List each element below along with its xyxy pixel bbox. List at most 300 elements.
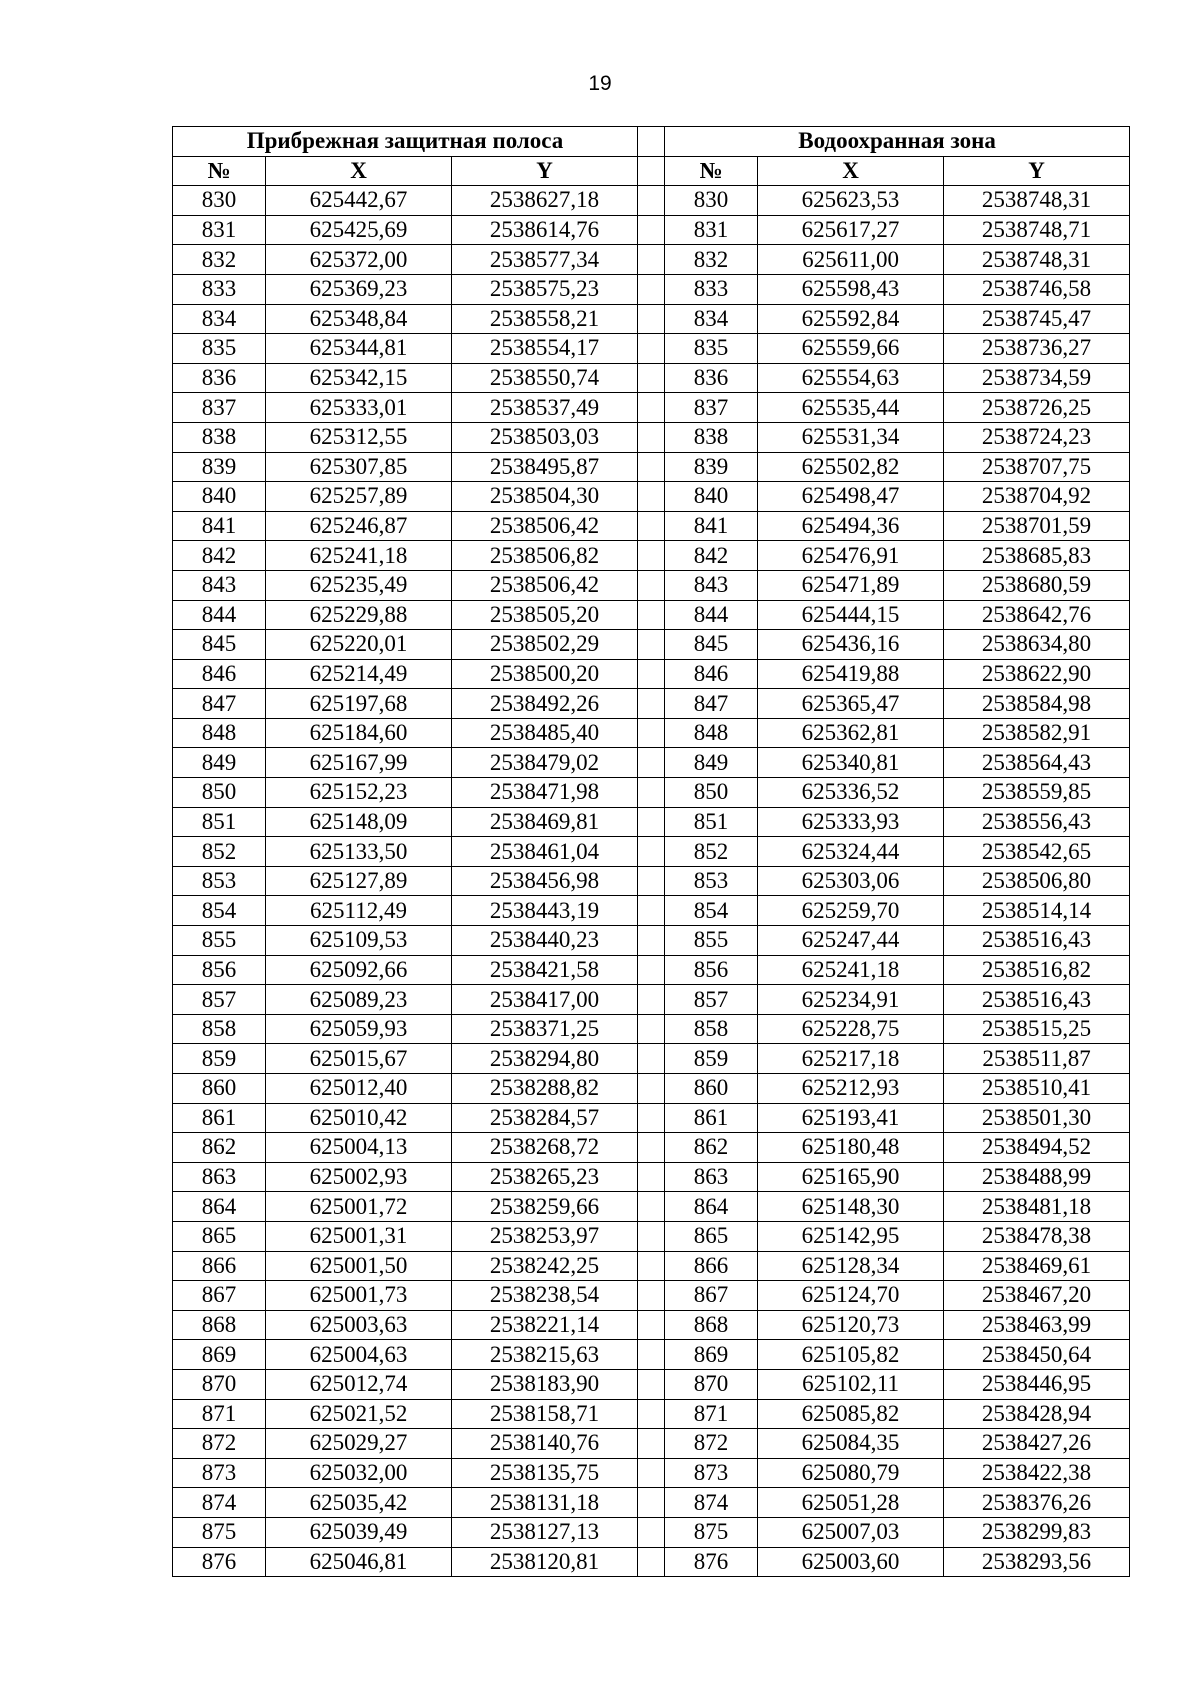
left-y-cell: 2538127,13 <box>452 1517 638 1547</box>
left-x-cell: 625425,69 <box>266 215 452 245</box>
right-x-cell: 625336,52 <box>758 778 944 808</box>
right-x-cell: 625105,82 <box>758 1340 944 1370</box>
column-gap <box>638 156 665 186</box>
right-x-cell: 625598,43 <box>758 274 944 304</box>
left-x-cell: 625348,84 <box>266 304 452 334</box>
right-x-cell: 625241,18 <box>758 955 944 985</box>
right-y-cell: 2538685,83 <box>944 541 1130 571</box>
right-number-cell: 856 <box>665 955 758 985</box>
right-y-cell: 2538726,25 <box>944 393 1130 423</box>
right-y-cell: 2538634,80 <box>944 630 1130 660</box>
left-x-cell: 625235,49 <box>266 570 452 600</box>
right-x-cell: 625142,95 <box>758 1221 944 1251</box>
table-title-row <box>173 127 1130 157</box>
left-x-cell: 625035,42 <box>266 1488 452 1518</box>
left-x-cell: 625004,13 <box>266 1133 452 1163</box>
table-row <box>173 985 1130 1015</box>
left-x-cell: 625015,67 <box>266 1044 452 1074</box>
left-y-cell: 2538500,20 <box>452 659 638 689</box>
table-body <box>173 186 1130 1577</box>
right-number-cell: 869 <box>665 1340 758 1370</box>
right-y-cell: 2538422,38 <box>944 1458 1130 1488</box>
left-x-cell: 625127,89 <box>266 866 452 896</box>
left-y-cell: 2538627,18 <box>452 186 638 216</box>
left-x-cell: 625214,49 <box>266 659 452 689</box>
table-row <box>173 659 1130 689</box>
left-x-cell: 625229,88 <box>266 600 452 630</box>
column-gap <box>638 985 665 1015</box>
table-row <box>173 926 1130 956</box>
right-y-cell: 2538748,31 <box>944 245 1130 275</box>
right-y-cell: 2538724,23 <box>944 422 1130 452</box>
right-number-cell: 836 <box>665 363 758 393</box>
right-y-cell: 2538515,25 <box>944 1014 1130 1044</box>
left-y-cell: 2538371,25 <box>452 1014 638 1044</box>
left-x-cell: 625344,81 <box>266 334 452 364</box>
left-number-cell: 838 <box>173 422 266 452</box>
left-number-cell: 862 <box>173 1133 266 1163</box>
left-number-cell: 861 <box>173 1103 266 1133</box>
right-x-cell: 625007,03 <box>758 1517 944 1547</box>
right-y-cell: 2538514,14 <box>944 896 1130 926</box>
right-x-cell: 625217,18 <box>758 1044 944 1074</box>
table-row <box>173 600 1130 630</box>
coordinates-table <box>172 126 1130 1577</box>
table-row <box>173 896 1130 926</box>
right-number-cell: 859 <box>665 1044 758 1074</box>
table-row <box>173 689 1130 719</box>
table-row <box>173 866 1130 896</box>
left-number-cell: 842 <box>173 541 266 571</box>
left-x-cell: 625312,55 <box>266 422 452 452</box>
right-number-cell: 831 <box>665 215 758 245</box>
right-y-cell: 2538494,52 <box>944 1133 1130 1163</box>
table-row <box>173 1547 1130 1577</box>
left-number-cell: 852 <box>173 837 266 867</box>
left-x-cell: 625442,67 <box>266 186 452 216</box>
left-number-cell: 866 <box>173 1251 266 1281</box>
right-y-cell: 2538748,71 <box>944 215 1130 245</box>
left-number-cell: 867 <box>173 1281 266 1311</box>
table-row <box>173 363 1130 393</box>
left-number-cell: 848 <box>173 718 266 748</box>
column-gap <box>638 659 665 689</box>
left-number-cell: 854 <box>173 896 266 926</box>
left-x-cell: 625012,40 <box>266 1074 452 1104</box>
right-number-cell: 846 <box>665 659 758 689</box>
right-y-cell: 2538746,58 <box>944 274 1130 304</box>
left-y-cell: 2538495,87 <box>452 452 638 482</box>
left-number-cell: 843 <box>173 570 266 600</box>
left-x-cell: 625092,66 <box>266 955 452 985</box>
right-x-cell: 625148,30 <box>758 1192 944 1222</box>
right-y-cell: 2538481,18 <box>944 1192 1130 1222</box>
left-y-cell: 2538537,49 <box>452 393 638 423</box>
table-row <box>173 1429 1130 1459</box>
left-number-cell: 856 <box>173 955 266 985</box>
right-number-cell: 870 <box>665 1369 758 1399</box>
right-number-cell: 840 <box>665 482 758 512</box>
right-number-cell: 841 <box>665 511 758 541</box>
left-x-cell: 625220,01 <box>266 630 452 660</box>
left-number-cell: 834 <box>173 304 266 334</box>
right-x-cell: 625531,34 <box>758 422 944 452</box>
column-gap <box>638 837 665 867</box>
left-number-cell: 875 <box>173 1517 266 1547</box>
right-number-cell: 864 <box>665 1192 758 1222</box>
left-y-cell: 2538221,14 <box>452 1310 638 1340</box>
left-y-cell: 2538443,19 <box>452 896 638 926</box>
column-gap <box>638 570 665 600</box>
right-x-cell: 625365,47 <box>758 689 944 719</box>
coastal-strip-title: Прибрежная защитная полоса <box>173 127 638 157</box>
right-x-cell: 625051,28 <box>758 1488 944 1518</box>
right-number-cell: 834 <box>665 304 758 334</box>
left-x-cell: 625001,73 <box>266 1281 452 1311</box>
right-number-cell: 845 <box>665 630 758 660</box>
column-gap <box>638 452 665 482</box>
left-x-cell: 625010,42 <box>266 1103 452 1133</box>
right-y-header: Y <box>944 156 1130 186</box>
left-number-cell: 846 <box>173 659 266 689</box>
left-x-cell: 625307,85 <box>266 452 452 482</box>
table-row <box>173 1458 1130 1488</box>
table-row <box>173 245 1130 275</box>
right-number-cell: 848 <box>665 718 758 748</box>
left-y-cell: 2538259,66 <box>452 1192 638 1222</box>
right-number-cell: 837 <box>665 393 758 423</box>
right-number-cell: 839 <box>665 452 758 482</box>
table-row <box>173 511 1130 541</box>
left-y-cell: 2538294,80 <box>452 1044 638 1074</box>
left-number-cell: 839 <box>173 452 266 482</box>
table-row <box>173 1044 1130 1074</box>
left-y-cell: 2538456,98 <box>452 866 638 896</box>
right-x-cell: 625617,27 <box>758 215 944 245</box>
left-number-cell: 847 <box>173 689 266 719</box>
right-y-cell: 2538501,30 <box>944 1103 1130 1133</box>
left-number-cell: 841 <box>173 511 266 541</box>
left-y-cell: 2538135,75 <box>452 1458 638 1488</box>
right-x-cell: 625592,84 <box>758 304 944 334</box>
left-y-cell: 2538131,18 <box>452 1488 638 1518</box>
left-x-cell: 625021,52 <box>266 1399 452 1429</box>
left-number-cell: 874 <box>173 1488 266 1518</box>
left-number-cell: 873 <box>173 1458 266 1488</box>
right-y-cell: 2538642,76 <box>944 600 1130 630</box>
column-gap <box>638 1221 665 1251</box>
right-x-cell: 625498,47 <box>758 482 944 512</box>
left-number-cell: 845 <box>173 630 266 660</box>
table-row <box>173 541 1130 571</box>
left-y-cell: 2538506,42 <box>452 511 638 541</box>
right-x-cell: 625234,91 <box>758 985 944 1015</box>
right-y-cell: 2538510,41 <box>944 1074 1130 1104</box>
column-gap <box>638 866 665 896</box>
right-x-cell: 625535,44 <box>758 393 944 423</box>
left-x-cell: 625109,53 <box>266 926 452 956</box>
left-x-cell: 625148,09 <box>266 807 452 837</box>
left-y-cell: 2538440,23 <box>452 926 638 956</box>
right-number-cell: 843 <box>665 570 758 600</box>
left-x-cell: 625029,27 <box>266 1429 452 1459</box>
table-row <box>173 1369 1130 1399</box>
right-x-cell: 625476,91 <box>758 541 944 571</box>
left-number-cell: 865 <box>173 1221 266 1251</box>
right-y-cell: 2538516,43 <box>944 926 1130 956</box>
right-y-cell: 2538734,59 <box>944 363 1130 393</box>
right-number-cell: 867 <box>665 1281 758 1311</box>
left-y-cell: 2538575,23 <box>452 274 638 304</box>
right-y-cell: 2538516,82 <box>944 955 1130 985</box>
left-y-cell: 2538469,81 <box>452 807 638 837</box>
left-y-cell: 2538471,98 <box>452 778 638 808</box>
right-number-cell: 860 <box>665 1074 758 1104</box>
right-x-cell: 625084,35 <box>758 1429 944 1459</box>
right-number-cell: 851 <box>665 807 758 837</box>
right-y-cell: 2538450,64 <box>944 1340 1130 1370</box>
right-x-cell: 625471,89 <box>758 570 944 600</box>
left-x-cell: 625001,31 <box>266 1221 452 1251</box>
left-x-cell: 625012,74 <box>266 1369 452 1399</box>
column-gap <box>638 274 665 304</box>
right-number-cell: 861 <box>665 1103 758 1133</box>
right-y-cell: 2538542,65 <box>944 837 1130 867</box>
column-gap <box>638 1399 665 1429</box>
left-x-cell: 625003,63 <box>266 1310 452 1340</box>
column-gap <box>638 393 665 423</box>
left-x-cell: 625184,60 <box>266 718 452 748</box>
right-y-cell: 2538736,27 <box>944 334 1130 364</box>
right-y-cell: 2538701,59 <box>944 511 1130 541</box>
column-gap <box>638 1192 665 1222</box>
right-y-cell: 2538622,90 <box>944 659 1130 689</box>
right-x-cell: 625623,53 <box>758 186 944 216</box>
right-y-cell: 2538680,59 <box>944 570 1130 600</box>
right-x-cell: 625085,82 <box>758 1399 944 1429</box>
table-row <box>173 1133 1130 1163</box>
left-x-cell: 625046,81 <box>266 1547 452 1577</box>
table-row <box>173 304 1130 334</box>
left-y-cell: 2538505,20 <box>452 600 638 630</box>
table-row <box>173 1281 1130 1311</box>
left-number-cell: 855 <box>173 926 266 956</box>
table-row <box>173 748 1130 778</box>
right-number-cell: 866 <box>665 1251 758 1281</box>
left-number-cell: 849 <box>173 748 266 778</box>
right-y-cell: 2538376,26 <box>944 1488 1130 1518</box>
left-x-cell: 625372,00 <box>266 245 452 275</box>
left-y-cell: 2538158,71 <box>452 1399 638 1429</box>
right-y-cell: 2538488,99 <box>944 1162 1130 1192</box>
right-x-cell: 625247,44 <box>758 926 944 956</box>
column-gap <box>638 304 665 334</box>
table-row <box>173 1192 1130 1222</box>
left-number-cell: 851 <box>173 807 266 837</box>
column-gap <box>638 1517 665 1547</box>
table-row <box>173 452 1130 482</box>
column-gap <box>638 600 665 630</box>
right-x-cell: 625333,93 <box>758 807 944 837</box>
left-x-cell: 625001,50 <box>266 1251 452 1281</box>
table-row <box>173 955 1130 985</box>
column-gap <box>638 748 665 778</box>
right-number-cell: 874 <box>665 1488 758 1518</box>
right-number-cell: 855 <box>665 926 758 956</box>
left-y-cell: 2538506,82 <box>452 541 638 571</box>
right-x-cell: 625259,70 <box>758 896 944 926</box>
column-gap <box>638 245 665 275</box>
left-x-cell: 625032,00 <box>266 1458 452 1488</box>
right-y-cell: 2538463,99 <box>944 1310 1130 1340</box>
column-gap <box>638 689 665 719</box>
column-gap <box>638 1074 665 1104</box>
left-y-cell: 2538550,74 <box>452 363 638 393</box>
right-y-cell: 2538467,20 <box>944 1281 1130 1311</box>
left-number-cell: 871 <box>173 1399 266 1429</box>
right-number-cell: 871 <box>665 1399 758 1429</box>
column-gap <box>638 541 665 571</box>
column-gap <box>638 334 665 364</box>
right-x-cell: 625124,70 <box>758 1281 944 1311</box>
right-number-cell: 844 <box>665 600 758 630</box>
left-x-cell: 625133,50 <box>266 837 452 867</box>
right-x-cell: 625128,34 <box>758 1251 944 1281</box>
table-row <box>173 807 1130 837</box>
right-x-cell: 625228,75 <box>758 1014 944 1044</box>
left-number-cell: 870 <box>173 1369 266 1399</box>
left-x-cell: 625241,18 <box>266 541 452 571</box>
right-number-header: № <box>665 156 758 186</box>
left-number-cell: 857 <box>173 985 266 1015</box>
table-row <box>173 1014 1130 1044</box>
column-gap <box>638 1103 665 1133</box>
right-x-cell: 625102,11 <box>758 1369 944 1399</box>
right-number-cell: 863 <box>665 1162 758 1192</box>
left-y-cell: 2538485,40 <box>452 718 638 748</box>
right-number-cell: 842 <box>665 541 758 571</box>
left-number-cell: 844 <box>173 600 266 630</box>
column-gap <box>638 511 665 541</box>
left-number-cell: 840 <box>173 482 266 512</box>
right-number-cell: 853 <box>665 866 758 896</box>
left-y-cell: 2538492,26 <box>452 689 638 719</box>
left-y-cell: 2538265,23 <box>452 1162 638 1192</box>
left-x-cell: 625197,68 <box>266 689 452 719</box>
right-y-cell: 2538299,83 <box>944 1517 1130 1547</box>
right-x-cell: 625324,44 <box>758 837 944 867</box>
column-gap <box>638 955 665 985</box>
left-y-cell: 2538215,63 <box>452 1340 638 1370</box>
left-y-cell: 2538183,90 <box>452 1369 638 1399</box>
column-gap <box>638 1458 665 1488</box>
left-x-cell: 625089,23 <box>266 985 452 1015</box>
left-number-cell: 833 <box>173 274 266 304</box>
right-number-cell: 835 <box>665 334 758 364</box>
left-y-cell: 2538506,42 <box>452 570 638 600</box>
left-x-cell: 625369,23 <box>266 274 452 304</box>
right-number-cell: 833 <box>665 274 758 304</box>
right-y-cell: 2538556,43 <box>944 807 1130 837</box>
right-y-cell: 2538707,75 <box>944 452 1130 482</box>
left-y-cell: 2538479,02 <box>452 748 638 778</box>
right-number-cell: 858 <box>665 1014 758 1044</box>
right-y-cell: 2538293,56 <box>944 1547 1130 1577</box>
left-y-cell: 2538461,04 <box>452 837 638 867</box>
right-number-cell: 857 <box>665 985 758 1015</box>
table-row <box>173 1488 1130 1518</box>
right-x-cell: 625494,36 <box>758 511 944 541</box>
left-x-header: X <box>266 156 452 186</box>
right-x-cell: 625436,16 <box>758 630 944 660</box>
left-x-cell: 625001,72 <box>266 1192 452 1222</box>
table-row <box>173 1340 1130 1370</box>
left-number-header: № <box>173 156 266 186</box>
left-y-cell: 2538554,17 <box>452 334 638 364</box>
column-gap <box>638 1488 665 1518</box>
table-row <box>173 570 1130 600</box>
right-x-cell: 625080,79 <box>758 1458 944 1488</box>
left-number-cell: 850 <box>173 778 266 808</box>
column-gap <box>638 807 665 837</box>
right-number-cell: 875 <box>665 1517 758 1547</box>
left-x-cell: 625342,15 <box>266 363 452 393</box>
right-y-cell: 2538559,85 <box>944 778 1130 808</box>
table-row <box>173 215 1130 245</box>
right-x-cell: 625340,81 <box>758 748 944 778</box>
left-y-cell: 2538614,76 <box>452 215 638 245</box>
right-x-cell: 625165,90 <box>758 1162 944 1192</box>
column-gap <box>638 1340 665 1370</box>
left-number-cell: 836 <box>173 363 266 393</box>
table-row <box>173 393 1130 423</box>
left-y-cell: 2538238,54 <box>452 1281 638 1311</box>
left-x-cell: 625039,49 <box>266 1517 452 1547</box>
left-x-cell: 625002,93 <box>266 1162 452 1192</box>
right-x-cell: 625554,63 <box>758 363 944 393</box>
left-number-cell: 868 <box>173 1310 266 1340</box>
column-gap <box>638 215 665 245</box>
right-y-cell: 2538511,87 <box>944 1044 1130 1074</box>
right-x-cell: 625444,15 <box>758 600 944 630</box>
left-number-cell: 872 <box>173 1429 266 1459</box>
left-y-cell: 2538268,72 <box>452 1133 638 1163</box>
left-y-cell: 2538417,00 <box>452 985 638 1015</box>
column-gap <box>638 778 665 808</box>
column-gap <box>638 1310 665 1340</box>
column-gap <box>638 186 665 216</box>
right-x-cell: 625502,82 <box>758 452 944 482</box>
table-row <box>173 186 1130 216</box>
left-number-cell: 869 <box>173 1340 266 1370</box>
table-row <box>173 718 1130 748</box>
table-row <box>173 1310 1130 1340</box>
water-protection-zone-title: Водоохранная зона <box>665 127 1130 157</box>
right-y-cell: 2538516,43 <box>944 985 1130 1015</box>
left-x-cell: 625333,01 <box>266 393 452 423</box>
left-y-cell: 2538421,58 <box>452 955 638 985</box>
left-number-cell: 835 <box>173 334 266 364</box>
left-y-cell: 2538503,03 <box>452 422 638 452</box>
column-gap <box>638 127 665 157</box>
column-gap <box>638 1251 665 1281</box>
column-gap <box>638 1162 665 1192</box>
right-y-cell: 2538582,91 <box>944 718 1130 748</box>
table-header-row <box>173 156 1130 186</box>
right-y-cell: 2538446,95 <box>944 1369 1130 1399</box>
table-row <box>173 837 1130 867</box>
column-gap <box>638 1281 665 1311</box>
